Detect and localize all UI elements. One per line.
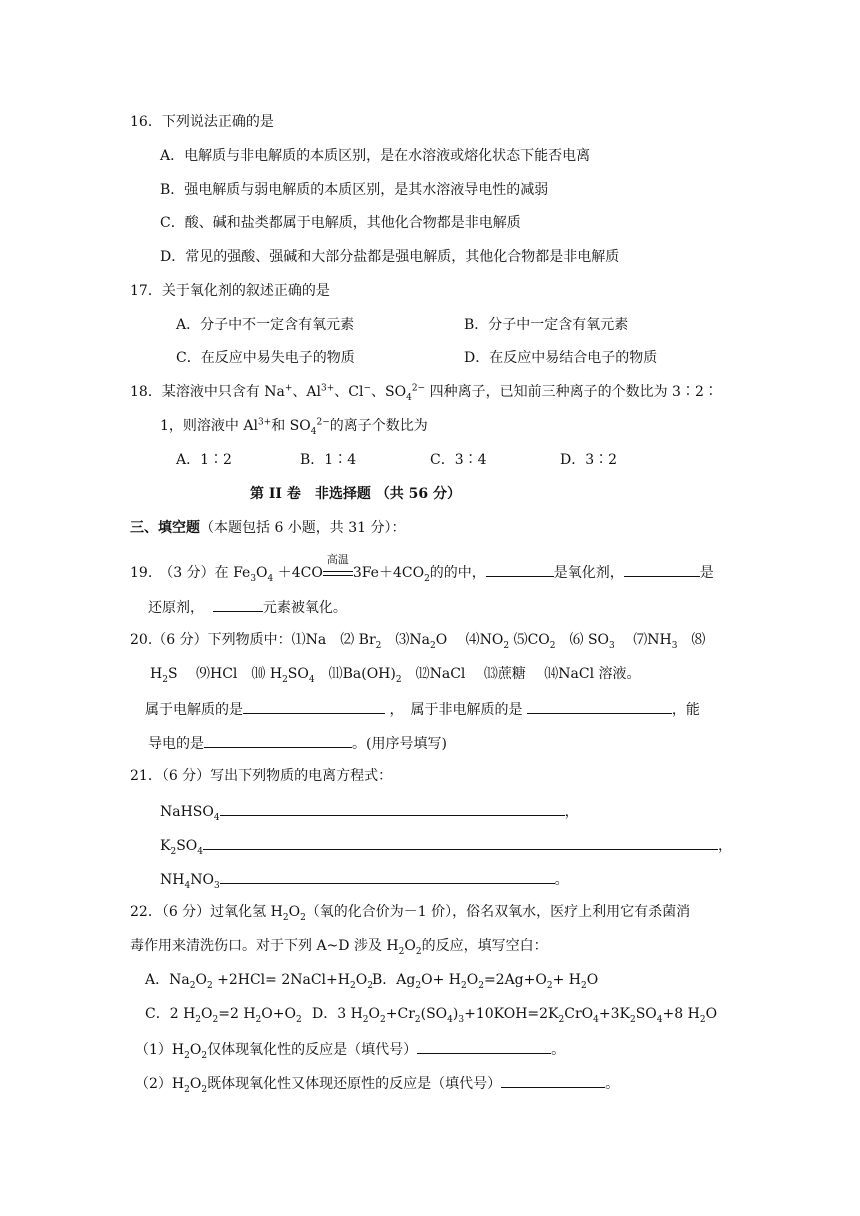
- q22-part-1: $(1)H_2O_2$仅体现氧化性的反应是（填代号） 。: [135, 1038, 565, 1060]
- q18-option-d: D．3∶2: [560, 452, 618, 468]
- q21-formula-2: $K_2SO_4$ ，: [160, 834, 732, 856]
- q20-conductive-blank[interactable]: [204, 732, 352, 748]
- q16-option-c: C．酸、碱和盐类都属于电解质，其他化合物都是非电解质: [160, 215, 521, 231]
- q20-line2: $H_2S$ ⑼HCl ⑽ $H_2SO_4$ $⑾Ba(OH)_2$ ⑿NaCl ⒀蔗糖 ⒁NaCl 溶液。: [150, 666, 641, 685]
- section3-heading: 三、填空题（本题包括 6 小题，共 31 分）：: [130, 520, 406, 536]
- q19-reductant-blank[interactable]: [624, 561, 700, 577]
- q18-option-a: A．1∶2: [176, 452, 232, 468]
- q17-option-c: C．在反应中易失电子的物质: [176, 350, 355, 366]
- q18-stem-line2: 1，则溶液中 $Al^{3+}$和 $SO_4^{2-}$的离子个数比为: [160, 417, 428, 437]
- q22-line2: 毒作用来清洗伤口。对于下列 A~D 涉及 $H_2O_2$的反应，填写空白：: [130, 938, 548, 957]
- q20-line3: 属于电解质的是 ， 属于非电解质的是 ，能: [145, 698, 700, 720]
- high-temp-equals-sign: 高温: [323, 563, 353, 583]
- q18-option-b: B．1∶4: [300, 452, 357, 468]
- q20-line1: 20.（6 分）下列物质中：⑴Na ⑵ $Br_2$ $⑶Na_2O$ $⑷NO_2$ $⑸CO_2$ ⑹ $SO_3$ $⑺NH_3$ ⑻: [130, 632, 706, 651]
- q21-formula-1: NaHSO$_4$ ，: [160, 800, 579, 822]
- q22-option-b: B．$Ag_2O+ H_2O_2=2Ag+O_2+ H_2O$: [372, 972, 599, 991]
- section-title: 第 II 卷 非选择题 （共 56 分）: [250, 486, 461, 502]
- q16-option-b: B．强电解质与弱电解质的本质区别，是其水溶液导电性的减弱: [160, 182, 549, 198]
- q19-line2: 还原剂， 元素被氧化。: [148, 596, 347, 618]
- q17-option-d: D．在反应中易结合电子的物质: [464, 350, 658, 366]
- q21-blank-1[interactable]: [220, 800, 565, 816]
- q18-stem: 18．某溶液中只含有 Na+、$Al^{3+}$、Cl−、$SO_4^{2-}$ 四种离子，已知前三种离子的个数比为 3∶2∶: [130, 383, 718, 403]
- q19-oxidant-blank[interactable]: [486, 561, 554, 577]
- q22-line1: 22．（6 分）过氧化氢 $H_2O_2$（氧的化合价为－1 价），俗名双氧水，医疗上利用它有杀菌消: [130, 904, 691, 923]
- q22-part-2: $(2)H_2O_2$既体现氧化性又体现还原性的反应是（填代号） 。: [135, 1072, 619, 1094]
- q21-blank-3[interactable]: [220, 868, 555, 884]
- q20-line4: 导电的是 。(用序号填写): [148, 732, 447, 754]
- q22-option-c: C．2 $H_2O_2=2$ $H_2O+O_2$: [145, 1006, 302, 1025]
- q21-blank-2[interactable]: [203, 834, 718, 850]
- q17-stem: 17．关于氧化剂的叙述正确的是: [130, 283, 330, 299]
- q19-line1: 19. （3 分）在 $Fe_3O_4 +4CO$ 高温 $3Fe+4CO_2$的的中， 是氧化剂， 是: [130, 553, 714, 584]
- q16-stem: 16．下列说法正确的是: [130, 114, 274, 130]
- q18-option-c: C．3∶4: [430, 452, 487, 468]
- q16-option-a: A．电解质与非电解质的本质区别，是在水溶液或熔化状态下能否电离: [160, 148, 591, 164]
- q22-part1-blank[interactable]: [417, 1038, 551, 1054]
- q22-part2-blank[interactable]: [501, 1072, 605, 1088]
- q19-element-blank[interactable]: [213, 596, 263, 612]
- q21-stem: 21．（6 分）写出下列物质的电离方程式：: [130, 768, 393, 784]
- q17-option-a: A．分子中不一定含有氧元素: [176, 317, 355, 333]
- q16-option-d: D．常见的强酸、强碱和大部分盐都是强电解质，其他化合物都是非电解质: [160, 249, 620, 265]
- q20-nonelectrolyte-blank[interactable]: [527, 698, 672, 714]
- q17-option-b: B．分子中一定含有氧元素: [464, 317, 629, 333]
- q21-formula-3: $NH_4NO_3$ 。: [160, 868, 569, 890]
- q20-electrolyte-blank[interactable]: [243, 698, 385, 714]
- q22-option-a: A．$Na_2O_2 +2HCl=$ $2NaCl+H_2O_2$: [145, 972, 373, 991]
- q22-option-d: D．3 $H_2O_2+Cr_2(SO_4)_3+10KOH=2K_2CrO_4+3K_2SO_4+8$ $H_2O$: [312, 1006, 718, 1025]
